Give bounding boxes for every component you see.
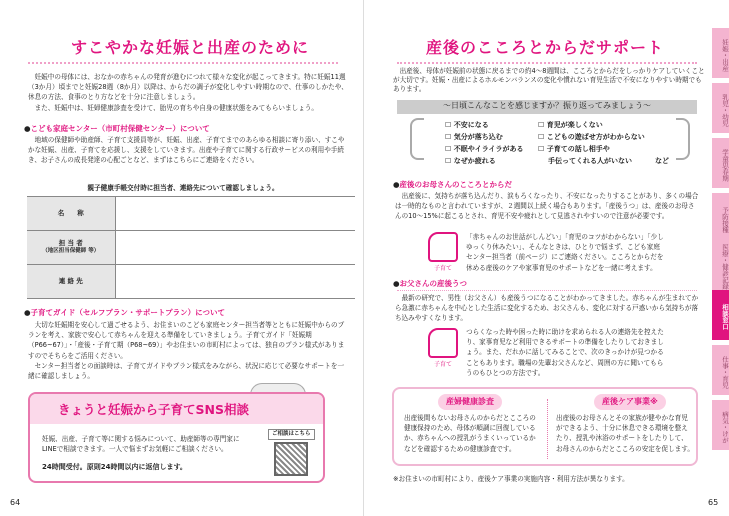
checklist-item[interactable]: ☐ こどもの遊ばせ方がわからない [538, 133, 645, 141]
tab-consultation[interactable]: 相談窓口 [712, 290, 729, 340]
checkup-title: 産婦健康診査 [438, 394, 502, 410]
tab-medical-records[interactable]: 医療・健診記録 [712, 240, 729, 290]
checklist-etc: など [655, 157, 669, 165]
reflection-banner: ～日頃こんなことを感じますか？振り返ってみましょう～ [397, 100, 697, 114]
table-caption: 親子健康手帳交付時に担当者、連絡先について確認しましょう。 [87, 184, 279, 192]
tab-infant[interactable]: 乳児・幼児 [712, 83, 729, 133]
father-tip: つらくなった時や困った時に助けを求められる人の連絡先を控えたり、家事育児など利用できるサポートの準備をしたりしておきましょう。また、だれかに話してみることで、次のきっかけが見つかることもあります。職場の先輩お父さんなど、周囲の方に聞いてもらうのもひとつの方法です。 [466, 328, 664, 377]
page-number: 64 [10, 498, 21, 507]
father-text: 最新の研究で、男性（お父さん）も産後うつになることがわかってきました。赤ちゃんが生まれてから急激に赤ちゃんを中心とした生活に変化するため、お父さんも、変化に対する戸惑いから気持ちが落ち込みやすくなります。 [395, 294, 699, 323]
table-row [27, 197, 355, 231]
contact-field[interactable] [115, 265, 355, 299]
guide-heading: ● 子育てガイド（セルフプラン・サポートプラン）について [24, 308, 225, 319]
checklist-item[interactable]: ☐ 不眠やイライラがある [445, 145, 524, 153]
divider [397, 62, 697, 64]
checklist-item[interactable]: ☐ 育児が楽しくない [538, 121, 603, 129]
tab-school-age[interactable]: 学童思春期 [712, 138, 729, 188]
sns-consultation-box [28, 392, 325, 483]
checklist-continued: 手伝ってくれる人がいない [548, 157, 632, 165]
care-title: 産後ケア事業※ [594, 394, 666, 410]
divider [397, 290, 697, 291]
divider [28, 62, 338, 64]
guide-text-2: センター担当者との面談時は、子育てガイドやプラン様式をみながら、状況に応じて必要なサポートを一緒に確認しましょう。 [28, 362, 345, 381]
checkup-text: 出産後間もないお母さんのからだとこころの健康保持のため、母体が順調に回復しているか、赤ちゃんへの授乳がうまくいっているかなどを確認するための健康診査です。 [404, 414, 536, 453]
intro-text-2: また、妊娠中は、妊婦健康診査を受けて、胎児の育ちや自身の健康状態をみてもらいましょう。 [34, 104, 318, 112]
center-text: 地域の保健師や助産師、子育て支援員等が、妊娠、出産、子育てまでのあらゆる相談に寄り添い、すこやかな妊娠、出産、子育てを応援し、支援をしていきます。出産や子育てに関する行政サービスの利用や手続き、お子さんの成長発達の心配ごとなど、まずはこちらにご連絡をください。 [28, 136, 345, 165]
table-label: 名 称 [27, 197, 115, 231]
divider [547, 399, 548, 459]
right-intro: 出産後、母体が妊娠前の状態に戻るまでの約4～8週間は、こころとからだをしっかりケアしていくことが大切です。妊娠・出産によるホルモンバランスの変化や慣れない育児生活で不安になりやすい時期でもあります。 [393, 67, 705, 94]
care-text: 出産後のお母さんとその家族が健やかな育児ができるよう、十分に休息できる環境を整えたり、授乳や沐浴のサポートをしたりして、お母さんのからだとこころの安定を促します。 [556, 414, 694, 453]
page-number: 65 [708, 498, 719, 507]
tab-pregnancy[interactable]: 妊娠・出産 [712, 28, 729, 78]
table-row [27, 231, 355, 265]
postnatal-services-box [392, 387, 698, 466]
sns-hours: 24時間受付。原則24時間以内に返信します。 [42, 463, 187, 471]
table-label: 担 当 者 （地区担当保健師 等） [27, 231, 115, 265]
father-heading: ● お父さんの産後うつ [393, 279, 467, 290]
tab-illness[interactable]: 病気・けが [712, 400, 729, 450]
bracket-right [676, 118, 690, 160]
qr-code[interactable] [274, 442, 308, 476]
guide-text: 大切な妊娠期を安心して過ごせるよう、お住まいのこども家庭センター担当者等とともに妊娠中からのプランを考え、家族で安心して赤ちゃんを迎える準備をしていきましょう。子育てガイド「妊娠期（P66~67）」・「産後・子育て期（P68~69）」やお住まいの市町村によっては、独自のプラン様式がありますのでそちらをご活用ください。 [28, 321, 345, 360]
person-field[interactable] [115, 231, 355, 265]
tab-work-childcare[interactable]: 仕事・育児 [712, 345, 729, 395]
sns-text: 妊娠、出産、子育て等に関する悩みについて、助産師等の専門家にLINEで相談できます。一人で悩まずお気軽にご相談ください。 [42, 435, 240, 454]
table-row [27, 265, 355, 299]
footnote: ※お住まいの市町村により、産後ケア事業の実施内容・利用方法が異なります。 [393, 475, 629, 483]
mother-heading: ● 産後のお母さんのこころとからだ [393, 180, 512, 191]
name-field[interactable] [115, 197, 355, 231]
mother-text: 出産後に、気持ちが落ち込んだり、涙もろくなったり、不安になったりすることがあり、多くの場合は一時的なものと言われていますが、２週間以上続く場合もあります。「産後うつ」は、産後のお母さんの10～15%に起こるとされ、育児不安や疲れとして見逃されやすいので注意が必要です。 [395, 192, 699, 221]
contact-table [27, 196, 355, 299]
page-title-right: 産後のこころとからだサポート [425, 38, 664, 57]
table-label: 連 絡 先 [27, 265, 115, 299]
tab-vaccination[interactable]: 予防接種 [712, 193, 729, 243]
center-heading: ● こども家庭センター（市町村保健センター）について [24, 124, 210, 135]
checklist-item[interactable]: ☐ 子育ての話し相手や [538, 145, 610, 153]
checklist-item[interactable]: ☐ 気分が落ち込む [445, 133, 503, 141]
mother-tip: 「赤ちゃんのお世話がしんどい」「育児のコツがわからない」「少しゆっくり休みたい」、そんなときは、ひとりで悩まず、こども家庭センター担当者（前ページ）にご連絡ください。こころとからだを休める産後のケアや家事育児のサポートなどを一緒に考えます。 [466, 233, 664, 272]
checklist-item[interactable]: ☐ 不安になる [445, 121, 489, 129]
checklist-item[interactable]: ☐ なぜか疲れる [445, 157, 496, 165]
page-title-left: すこやかな妊娠と出産のために [70, 38, 309, 57]
intro-text: 妊娠中の母体には、おなかの赤ちゃんの発育が進むにつれて様々な変化が起こってきます。特に妊娠11週（3か月）頃までと妊娠28週（8か月）以降は、からだの調子が変化しやすい時期なので、仕事のしかたや、休息の方法、食事のとり方などを十分に注意しましょう。 [28, 73, 348, 102]
support-hand-icon: 子育て [428, 232, 458, 262]
sns-title: きょうと妊娠から子育てSNS相談 [30, 394, 323, 424]
bracket-left [410, 118, 424, 160]
support-hand-icon: 子育て [428, 328, 458, 358]
qr-label: ご相談はこちら [268, 429, 315, 440]
